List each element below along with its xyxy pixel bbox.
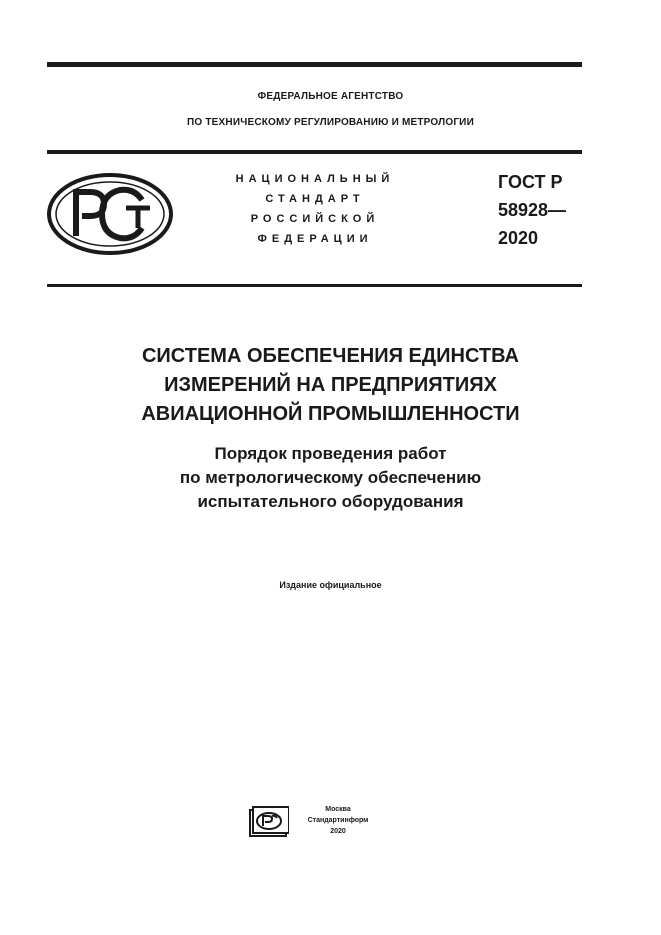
agency-line-1: ФЕДЕРАЛЬНОЕ АГЕНТСТВО	[257, 91, 404, 102]
subtitle-line-2: по метрологическому обеспечению	[179, 468, 482, 487]
publisher-name: Стандартинформ	[307, 817, 369, 824]
standartinform-logo-icon	[249, 806, 289, 838]
bottom-rule	[47, 284, 582, 287]
agency-line-2: ПО ТЕХНИЧЕСКОМУ РЕГУЛИРОВАНИЮ И МЕТРОЛОГИИ	[187, 117, 474, 128]
publisher-year: 2020	[330, 828, 346, 835]
middle-rule	[47, 150, 582, 154]
standard-type-line-3: РОССИЙСКОЙ	[250, 213, 380, 225]
standard-type-line-4: ФЕДЕРАЦИИ	[257, 233, 373, 245]
title-line-1: СИСТЕМА ОБЕСПЕЧЕНИЯ ЕДИНСТВА	[141, 345, 519, 367]
publisher-city: Москва	[325, 806, 351, 813]
gost-designation-line-2: 58928—	[498, 200, 567, 220]
title-line-2: ИЗМЕРЕНИЙ НА ПРЕДПРИЯТИЯХ	[164, 374, 497, 396]
subtitle-line-3: испытательного оборудования	[197, 492, 464, 511]
edition-label: Издание официальное	[279, 580, 382, 590]
standard-type-line-2: СТАНДАРТ	[265, 193, 365, 205]
gost-designation-line-3: 2020	[498, 228, 539, 248]
rst-logo-icon	[46, 172, 174, 256]
title-line-3: АВИАЦИОННОЙ ПРОМЫШЛЕННОСТИ	[141, 403, 520, 425]
standard-type-line-1: НАЦИОНАЛЬНЫЙ	[235, 173, 395, 185]
top-rule	[47, 62, 582, 67]
gost-designation-line-1: ГОСТ Р	[498, 172, 563, 192]
subtitle-line-1: Порядок проведения работ	[214, 444, 447, 463]
